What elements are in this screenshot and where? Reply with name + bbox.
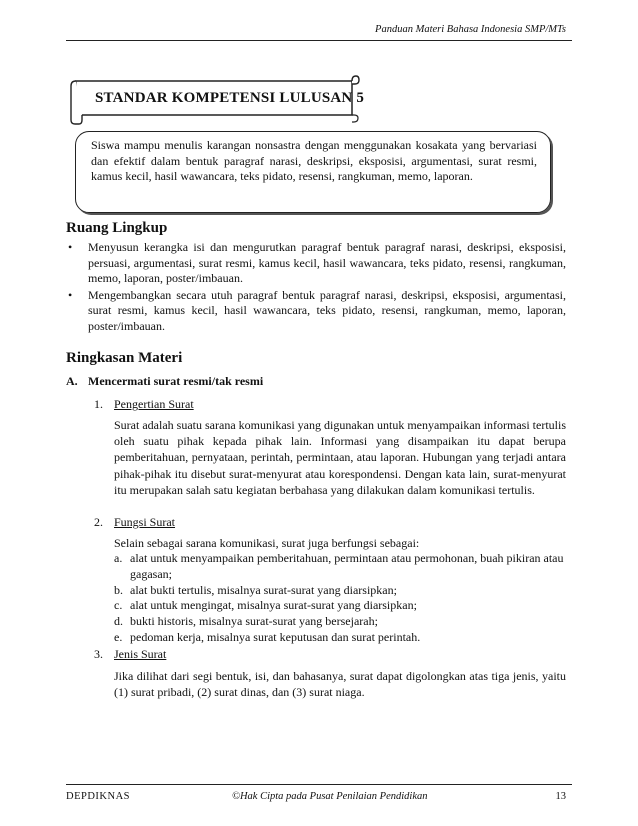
item-text: pedoman kerja, misalnya surat keputusan dan surat perintah. [130, 629, 421, 644]
running-header: Panduan Materi Bahasa Indonesia SMP/MTs [375, 24, 566, 35]
subsection-number: 3. [94, 647, 103, 661]
function-intro: Selain sebagai sarana komunikasi, surat juga berfungsi sebagai: [114, 536, 420, 550]
subsection-number: 2. [94, 515, 103, 529]
section-a-heading [66, 374, 263, 389]
item-text: alat untuk mengingat, misalnya surat-surat yang diarsipkan; [130, 598, 417, 613]
competency-text: Siswa mampu menulis karangan nonsastra dengan menggunakan kosakata yang bervariasi dan efektif dalam bentuk paragraf narasi, deskripsi, eksposisi, argumentasi, surat resmi, kamus kecil, hasil wawancara, teks pidato, resensi, rangkuman, memo, laporan. [91, 138, 537, 184]
section-label: A. [66, 374, 78, 388]
list-item [114, 583, 566, 599]
item-letter: d. [114, 614, 123, 629]
subsection-title: Pengertian Surat [114, 397, 194, 411]
banner-title: STANDAR KOMPETENSI LULUSAN 5 [95, 90, 365, 106]
subsection-3-heading [94, 647, 166, 662]
item-text: alat bukti tertulis, misalnya surat-surat yang diarsipkan; [130, 582, 397, 597]
item-text: bukti historis, misalnya surat-surat yang bersejarah; [130, 614, 378, 629]
types-paragraph: Jika dilihat dari segi bentuk, isi, dan bahasanya, surat dapat digolongkan atas tiga jenis, yaitu (1) surat pribadi, (2) surat dinas, dan (3) surat niaga. [114, 669, 566, 700]
bullet-icon: • [68, 240, 73, 254]
function-list [114, 551, 566, 646]
subsection-title: Fungsi Surat [114, 515, 176, 529]
scope-list [66, 240, 566, 335]
subsection-title: Jenis Surat [114, 647, 167, 661]
item-letter: a. [114, 551, 123, 565]
list-item [114, 598, 566, 614]
footer-divider [66, 784, 572, 785]
item-letter: b. [114, 582, 123, 597]
header-divider [66, 40, 572, 41]
subsection-1-heading [94, 397, 194, 412]
page-number: 13 [555, 791, 566, 802]
item-letter: c. [114, 598, 123, 613]
definition-paragraph: Surat adalah suatu sarana komunikasi yang digunakan untuk menyampaikan informasi tertulis oleh suatu pihak kepada pihak lain. Informasi yang disampaikan itu dapat berupa pemberitahuan, pernyataan, perintah, permintaan, atau laporan. Hubungan yang terjadi antara pihak-pihak itu disebut surat-menyurat atau korespondensi. Dengan kata lain, surat-menyurat itu merupakan salah satu kegiatan berbahasa yang dilakukan dalam komunikasi tertulis. [114, 418, 566, 497]
list-item [114, 551, 566, 583]
bullet-icon: • [68, 287, 73, 302]
list-item [114, 614, 566, 630]
subsection-2-heading [94, 515, 175, 530]
scope-heading: Ruang Lingkup [66, 220, 168, 236]
summary-heading: Ringkasan Materi [66, 350, 183, 366]
footer-copyright: ©Hak Cipta pada Pusat Penilaian Pendidikan [232, 791, 428, 802]
list-item [66, 240, 566, 287]
list-item [114, 630, 566, 646]
subsection-number: 1. [94, 397, 103, 411]
section-title: Mencermati surat resmi/tak resmi [88, 374, 264, 388]
scope-item-text: Mengembangkan secara utuh paragraf bentuk paragraf narasi, deskripsi, eksposisi, argumentasi, surat resmi, kamus kecil, hasil wawancara, teks pidato, resensi, rangkuman, memo, laporan, poster/imbauan. [88, 287, 566, 333]
scope-item-text: Menyusun kerangka isi dan mengurutkan paragraf bentuk paragraf narasi, deskripsi, eksposisi, persuasi, argumentasi, surat resmi, kamus kecil, hasil wawancara, teks pidato, resensi, rangkuman, memo, laporan, poster/imbauan. [88, 240, 566, 286]
footer-publisher: DEPDIKNAS [66, 791, 131, 802]
list-item [66, 288, 566, 335]
item-text: alat untuk menyampaikan pemberitahuan, permintaan atau permohonan, buah pikiran atau gagasan; [130, 551, 564, 581]
item-letter: e. [114, 629, 123, 644]
